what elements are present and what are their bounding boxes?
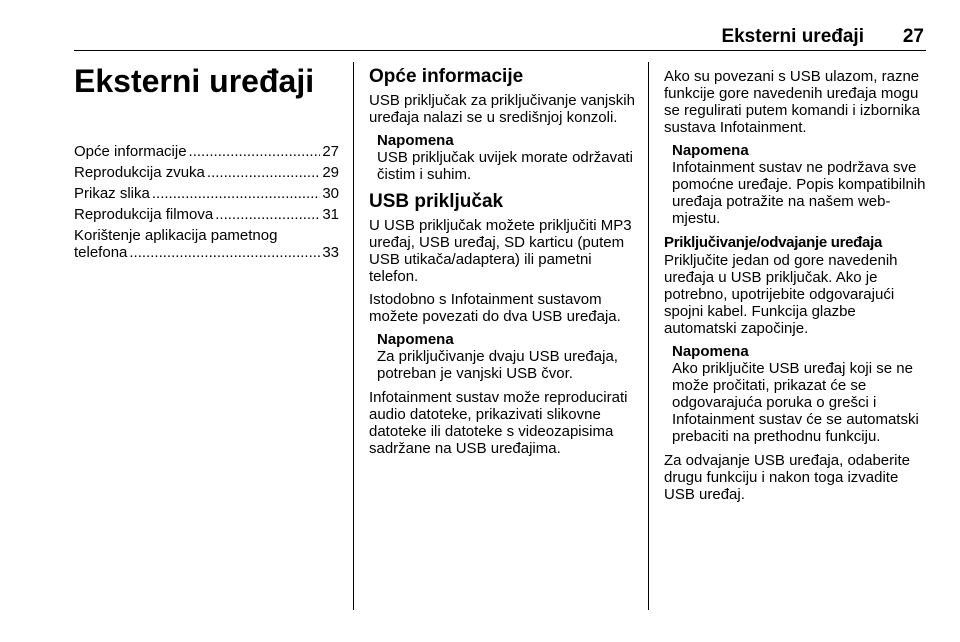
note-title: Napomena — [672, 142, 749, 159]
toc-entry-label: Korištenje aplikacija pametnog — [74, 227, 278, 244]
toc-entry[interactable] — [74, 164, 339, 181]
toc-entry-label: Reprodukcija filmova — [74, 206, 214, 223]
toc-leader-dots — [152, 185, 320, 202]
paragraph: Infotainment sustav može reproducirati audio datoteke, prikazivati slikovne datoteke ili datoteke s videozapisima sadržane na USB uređajima. — [369, 389, 628, 457]
section-heading: Opće informacije — [369, 66, 524, 87]
toc-entry-label: Reprodukcija zvuka — [74, 164, 205, 181]
note-title: Napomena — [377, 132, 454, 149]
section-heading: USB priključak — [369, 191, 504, 212]
subsection-heading: Priključivanje/odvajanje uređaja — [664, 234, 883, 251]
toc-entry-page: 33 — [322, 244, 339, 261]
toc-entry-label: telefona — [74, 244, 128, 261]
running-header — [74, 26, 926, 51]
note-box — [377, 132, 635, 183]
note-box — [672, 343, 932, 445]
paragraph: Ako su povezani s USB ulazom, razne funkcije gore navedenih uređaja mogu se regulirati putem komandi i izbornika sustava Infotainment. — [664, 68, 920, 136]
table-of-contents — [74, 143, 339, 261]
column-divider — [353, 62, 354, 610]
note-text: Infotainment sustav ne podržava sve pomoćne uređaje. Popis kompatibilnih uređaja potražite na našem web-mjestu. — [672, 159, 926, 227]
toc-entry-page: 31 — [322, 206, 339, 223]
note-text: Ako priključite USB uređaj koji se ne može pročitati, prikazat će se odgovarajuća poruka o grešci i Infotainment sustav će se automatski prebaciti na prethodnu funkciju. — [672, 360, 919, 445]
toc-entry-label: Opće informacije — [74, 143, 187, 160]
chapter-title: Eksterni uređaji — [74, 63, 315, 99]
column-divider — [648, 62, 649, 610]
note-title: Napomena — [672, 343, 749, 360]
note-text: USB priključak uvijek morate održavati čistim i suhim. — [377, 149, 633, 183]
content-column-middle — [369, 60, 635, 463]
toc-entry-page: 27 — [322, 143, 339, 160]
toc-entry[interactable] — [74, 206, 339, 223]
paragraph: USB priključak za priključivanje vanjskih uređaja nalazi se u središnjoj konzoli. — [369, 92, 635, 126]
paragraph: Za odvajanje USB uređaja, odaberite drugu funkciju i nakon toga izvadite USB uređaj. — [664, 452, 910, 503]
toc-entry-page: 29 — [322, 164, 339, 181]
toc-entry-label: Prikaz slika — [74, 185, 150, 202]
page-number: 27 — [902, 26, 924, 47]
toc-leader-dots — [215, 206, 320, 223]
note-box — [672, 142, 932, 227]
toc-column — [74, 60, 339, 265]
toc-leader-dots — [207, 164, 320, 181]
content-column-right — [664, 60, 932, 509]
paragraph: Istodobno s Infotainment sustavom možete povezati do dva USB uređaja. — [369, 291, 621, 325]
toc-entry[interactable] — [74, 143, 339, 160]
note-title: Napomena — [377, 331, 454, 348]
note-box — [377, 331, 635, 382]
header-title: Eksterni uređaji — [721, 26, 864, 47]
paragraph: Priključite jedan od gore navedenih uređaja u USB priključak. Ako je potrebno, upotrijebite odgovarajući spojni kabel. Funkcija glazbe automatski započinje. — [664, 252, 898, 337]
toc-leader-dots — [189, 143, 321, 160]
toc-entry[interactable] — [74, 227, 339, 261]
paragraph: U USB priključak možete priključiti MP3 uređaj, USB uređaj, SD karticu (putem USB utikača/adaptera) ili pametni telefon. — [369, 217, 632, 285]
toc-entry[interactable] — [74, 185, 339, 202]
toc-entry-page: 30 — [322, 185, 339, 202]
toc-leader-dots — [129, 244, 320, 261]
note-text: Za priključivanje dvaju USB uređaja, potreban je vanjski USB čvor. — [377, 348, 618, 382]
